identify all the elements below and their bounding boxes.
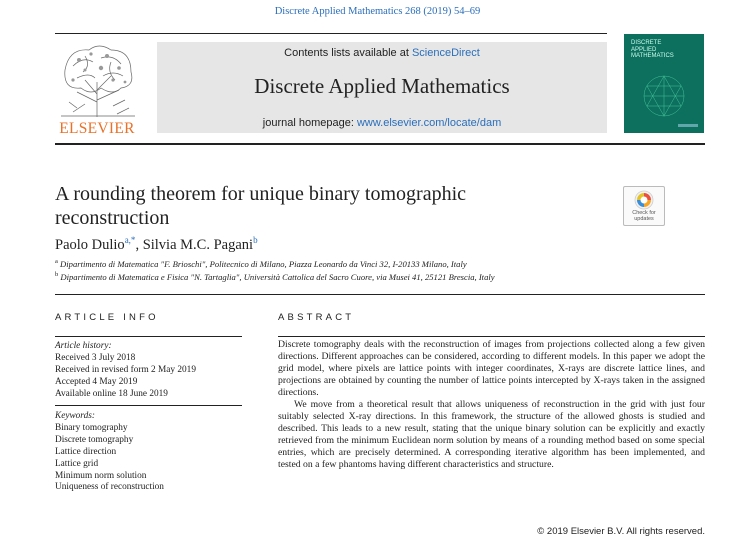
header-bottom-rule	[55, 143, 705, 145]
author-name[interactable]: Silvia M.C. Pagani	[142, 236, 254, 253]
homepage-line	[157, 117, 607, 129]
elsevier-logo[interactable]	[55, 42, 139, 138]
homepage-link[interactable]: www.elsevier.com/locate/dam	[356, 117, 502, 129]
keywords	[55, 411, 164, 494]
keywords-label: Keywords:	[55, 411, 95, 421]
keyword: Binary tomography	[55, 422, 128, 433]
title-line: A rounding theorem for unique binary tomographic	[55, 183, 467, 205]
affiliation	[55, 258, 467, 269]
journal-reference[interactable]: Discrete Applied Mathematics 268 (2019) 54–69	[274, 6, 481, 17]
keyword: Lattice grid	[55, 458, 99, 469]
affiliation-text: Dipartimento di Matematica e Fisica "N. Tartaglia", Università Cattolica del Sacro Cuore, via Musei 41, 25121 Brescia, Italy	[60, 271, 495, 282]
history-item: Available online 18 June 2019	[55, 388, 168, 399]
abstract-paragraph: Discrete tomography deals with the reconstruction of images from projections collected along a few given directions. Different approaches can be considered, according to different models. In this paper we adopt the grid model, where pixels are lattice points with integer coordinates, X-rays are discrete lattice lines, and projections are obtained by counting the number of lattice points intercepted by X-rays taken in the assigned directions.	[278, 339, 705, 398]
journal-header-box	[157, 42, 607, 133]
affiliation-mark: a	[55, 258, 58, 265]
affiliation	[55, 271, 495, 282]
tree-logo-icon	[55, 42, 139, 118]
keyword: Minimum norm solution	[55, 470, 147, 481]
copyright-notice: © 2019 Elsevier B.V. All rights reserved.	[537, 526, 705, 537]
journal-title: Discrete Applied Mathematics	[254, 74, 510, 98]
article-title	[55, 182, 575, 230]
homepage-prefix: journal homepage:	[262, 117, 357, 129]
history-rule	[55, 405, 242, 406]
cover-line: MATHEMATICS	[631, 53, 674, 59]
publisher-name: ELSEVIER	[59, 120, 135, 137]
affiliation-text: Dipartimento di Matematica "F. Brioschi", Politecnico di Milano, Piazza Leonardo da Vinci 32, I-20133 Milano, Italy	[60, 258, 467, 269]
cover-line: DISCRETE	[631, 40, 662, 46]
article-info-rule	[55, 336, 242, 337]
contents-line	[157, 47, 607, 59]
title-line: reconstruction	[55, 207, 170, 229]
keyword: Discrete tomography	[55, 434, 134, 445]
history-label: Article history:	[55, 341, 112, 351]
author-list: Paolo Dulio$^{a,*}$, Silvia M.C. Pagani$^b$	[55, 235, 258, 253]
history-item: Received in revised form 2 May 2019	[55, 364, 196, 375]
keyword: Lattice direction	[55, 446, 117, 457]
contents-prefix: Contents lists available at	[284, 47, 412, 59]
header-top-rule	[55, 33, 607, 34]
abstract-heading: ABSTRACT	[278, 312, 355, 323]
check-for-updates-badge[interactable]	[623, 186, 665, 226]
affiliations-rule	[55, 294, 705, 295]
cover-line: APPLIED	[631, 46, 657, 53]
author-affiliation-mark[interactable]: a,*	[124, 235, 136, 245]
abstract-paragraph: We move from a theoretical result that allows uniqueness of reconstruction in the grid with just four suitably selected X-ray directions. In this framework, the structure of the allowed ghosts is studied and described. This leads to a new result, stating that the unique binary solution can be explicitly and exactly retrieved from the minimum Euclidean norm solution by means of a rounding method based on some special entries, which are precisely determined. A corresponding iterative algorithm has been implemented, and tested on a few phantoms having different characteristics and structure.	[278, 398, 705, 470]
author-affiliation-mark[interactable]: b	[253, 235, 258, 245]
article-info-heading: ARTICLE INFO	[55, 312, 159, 323]
cover-graphic-icon	[624, 34, 704, 133]
author-name[interactable]: Paolo Dulio	[55, 236, 125, 253]
affiliation-mark: b	[55, 271, 59, 278]
check-updates-label: Check for updates	[632, 210, 656, 222]
abstract-body	[278, 339, 705, 470]
history-item: Received 3 July 2018	[55, 352, 136, 363]
article-history	[55, 341, 196, 401]
history-item: Accepted 4 May 2019	[55, 376, 138, 387]
keyword: Uniqueness of reconstruction	[55, 482, 164, 493]
sciencedirect-link[interactable]: ScienceDirect	[411, 47, 480, 59]
journal-cover[interactable]	[624, 34, 704, 133]
check-updates-icon	[624, 188, 664, 212]
abstract-rule	[278, 336, 705, 337]
